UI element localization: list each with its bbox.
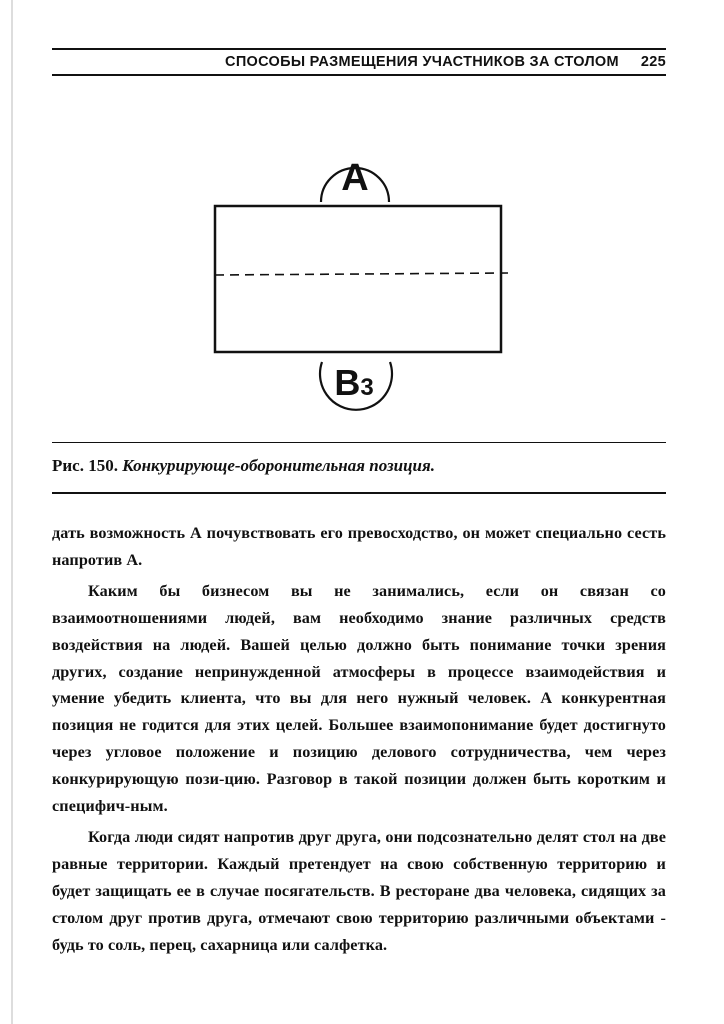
- table-rectangle: [215, 206, 501, 352]
- caption-title: Конкурирующе-оборонительная позиция.: [122, 456, 435, 475]
- seating-diagram: [0, 0, 724, 440]
- paragraph: Каким бы бизнесом вы не занимались, если он связан со взаимоотношениями людей, вам необходимо знание различных средств воздействия на людей. Вашей целью должно быть понимание точки зрения других, создание непринужденной атмосферы в процессе взаимодействия и умение убедить клиента, что вы для него нужный человек. А конкурентная позиция не годится для этих целей. Большее взаимопонимание будет достигнуто через угловое положение и позицию делового сотрудничества, чем через конкурирующую пози-цию. Разговор в такой позиции должен быть коротким и специфич-ным.: [52, 581, 666, 816]
- paragraph-continued: дать возможность А почувствовать его превосходство, он может специально сесть напротив А.: [52, 524, 666, 569]
- running-title: СПОСОБЫ РАЗМЕЩЕНИЯ УЧАСТНИКОВ ЗА СТОЛОМ: [225, 54, 619, 70]
- seat-top-label: A: [341, 157, 369, 199]
- seat-top: [321, 157, 389, 202]
- figure-caption: [52, 456, 435, 476]
- caption-label: Рис. 150.: [52, 456, 118, 475]
- caption-top-rule: [52, 442, 666, 443]
- seat-bottom-label: B3: [334, 362, 374, 403]
- caption-bottom-rule: [52, 492, 666, 494]
- body-text: [52, 520, 666, 959]
- seat-bottom: [320, 362, 392, 410]
- page-number: 225: [640, 54, 666, 70]
- paragraph: Когда люди сидят напротив друг друга, они подсознательно делят стол на две равные территории. Каждый претендует на свою собственную территорию и будет защищать ее в случае посягательств. В ресторане два человека, сидящих за столом друг против друга, отмечают свою территорию различными объектами - будь то соль, перец, сахарница или салфетка.: [52, 827, 666, 954]
